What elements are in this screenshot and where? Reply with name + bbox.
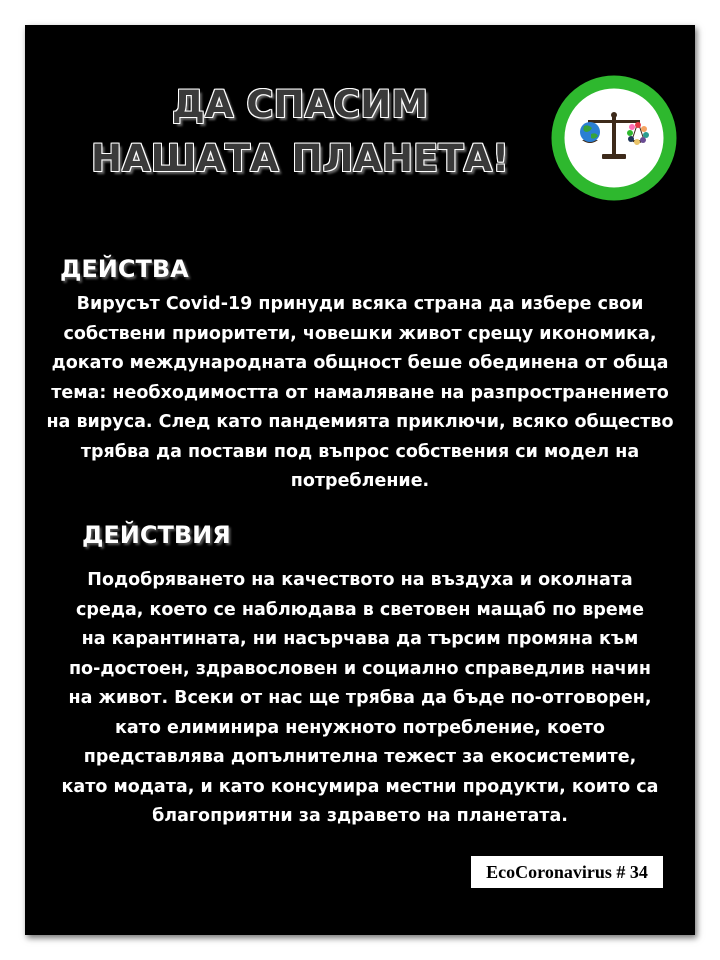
text-line: по-достоен, здравословен и социално справедлив начин <box>68 658 652 679</box>
text-line: тема: необходимостта от намаляване на разпространението <box>51 382 669 403</box>
text-line: на вируса. След като пандемията приключи, всяко общество <box>46 412 674 432</box>
poster-title <box>70 78 530 186</box>
logo-text-bottom: ... спасяват планетата <box>576 159 652 185</box>
section-body-deeds <box>30 566 690 832</box>
text-line: на карантината, ни насърчава да търсим промяна към <box>81 629 639 649</box>
text-line: на живот. Всеки от нас ще трябва да бъде по-отговорен, <box>68 688 652 708</box>
globe-icon <box>580 122 600 142</box>
text-line: Вирусът Covid-19 принуди всяка страна да избере свои <box>76 294 644 314</box>
text-line: Подобряването на качеството на въздуха и околната <box>87 570 633 590</box>
series-tag: EcoCoronavirus # 34 <box>471 856 663 888</box>
text-line: представлява допълнителна тежест за екосистемите, <box>83 747 637 767</box>
text-line: среда, което се наблюдава в световен мащаб по време <box>76 599 644 620</box>
text-line: като модата, и като консумира местни продукти, които са <box>61 776 659 797</box>
title-line: ДА СПАСИМ <box>171 83 429 126</box>
text-line: потребление. <box>290 471 430 491</box>
section-heading-deeds: ДЕЙСТВИЯ <box>82 521 231 549</box>
text-line: трябва да постави под въпрос собствения си модел на <box>80 441 640 462</box>
logo <box>550 74 678 202</box>
title-line: НАШАТА ПЛАНЕТА! <box>90 137 510 180</box>
text-line: благоприятни за здравето на планетата. <box>152 806 568 826</box>
text-line: докато международната общност беше обединена от обща <box>51 353 669 373</box>
text-line: като елиминира ненужното потребление, което <box>115 717 605 738</box>
section-heading-actions: ДЕЙСТВА <box>60 255 189 283</box>
logo-text-top: ВАШИТЕ ДЕЙСТВИЯ ... <box>574 93 654 123</box>
text-line: собствени приоритети, човешки живот срещу икономика, <box>63 323 657 344</box>
section-body-actions <box>30 290 690 497</box>
